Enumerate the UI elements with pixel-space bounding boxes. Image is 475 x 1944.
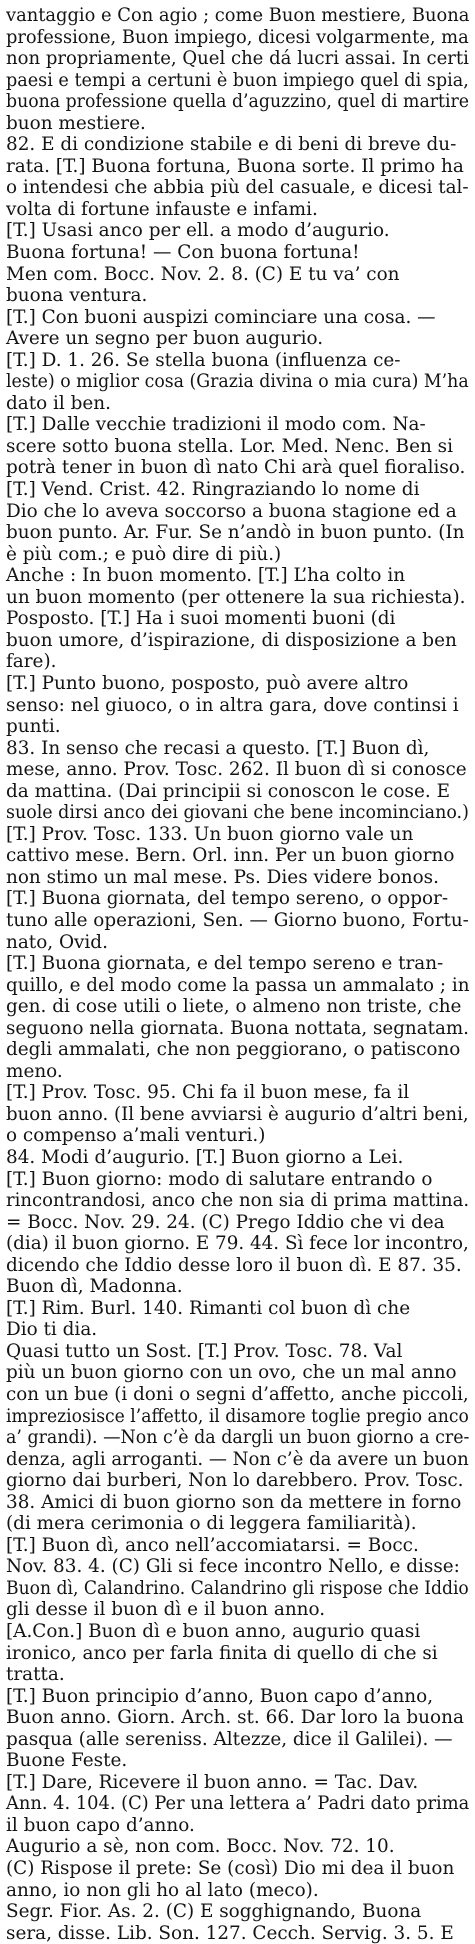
text-line: [A.Con.] Buon dì e buon anno, augurio quasi xyxy=(6,1621,421,1643)
text-line: Men com. Bocc. Nov. 2. 8. (C) E tu va’ con xyxy=(6,263,400,285)
entry-paragraph xyxy=(6,565,469,608)
text-line: fare). xyxy=(6,651,57,673)
text-line: anno, io non gli ho al lato (meco). xyxy=(6,1879,319,1901)
text-line: un buon momento (per ottenere la sua richiesta). xyxy=(6,586,466,608)
entry-paragraph xyxy=(6,1147,469,1169)
text-line: leste) o miglior cosa (Grazia divina o mia cura) M’ha xyxy=(6,371,469,393)
text-line: giorno dai burberi, Non lo darebbero. Prov. Tosc. xyxy=(6,1470,464,1492)
text-line: più un buon giorno con un ovo, che un mal anno xyxy=(6,1362,457,1384)
entry-paragraph xyxy=(6,1686,469,1772)
text-line: Anche : In buon momento. [T.] L’ha colto in xyxy=(6,565,406,587)
text-line: è più com.; e può dire di più.) xyxy=(6,543,282,565)
text-line: o intendesi che abbia più del casuale, e dicesi tal- xyxy=(6,177,469,199)
text-line: (C) Rispose il prete: Se (così) Dio mi dea il buon xyxy=(6,1858,455,1880)
text-line: [T.] Con buoni auspizi cominciare una cosa. — xyxy=(6,306,436,328)
text-line: [T.] Buon giorno: modo di salutare entrando o xyxy=(6,1168,433,1190)
text-line: pasqua (alle sereniss. Altezze, dice il Galilei). — xyxy=(6,1728,453,1750)
text-line: o compenso a’mali venturi.) xyxy=(6,1125,266,1147)
text-line: cattivo mese. Bern. Orl. inn. Per un buon giorno xyxy=(6,845,455,867)
entry-paragraph xyxy=(6,307,469,350)
text-line: = Bocc. Nov. 29. 24. (C) Prego Iddio che vi dea xyxy=(6,1211,445,1233)
text-line: [T.] Prov. Tosc. 133. Un buon giorno vale un xyxy=(6,823,414,845)
text-line: [T.] Buon principio d’anno, Buon capo d’anno, xyxy=(6,1685,434,1707)
text-line: impreziosisce l’affetto, il disamore toglie pregio anco xyxy=(6,1405,469,1427)
entry-paragraph xyxy=(6,350,469,415)
text-line: Buone Feste. xyxy=(6,1750,128,1772)
text-line: denza, agli arroganti. — Non c’è da avere un buon xyxy=(6,1448,469,1470)
text-line: [T.] Dare, Ricevere il buon anno. = Tac. Dav. xyxy=(6,1771,419,1793)
entry-paragraph xyxy=(6,673,469,738)
entry-paragraph xyxy=(6,414,469,479)
text-line: [T.] Buona giornata, del tempo sereno, o oppor- xyxy=(6,888,449,910)
text-line: gli desse il buon dì e il buon anno. xyxy=(6,1599,326,1621)
text-line: gen. di cose utili o liete, o almeno non triste, che xyxy=(6,996,462,1018)
text-line: Dio ti dia. xyxy=(6,1319,98,1341)
text-line: volta di fortune infauste e infami. xyxy=(6,198,318,220)
text-line: buona professione quella d’aguzzino, quel di martire xyxy=(6,91,470,113)
text-line: dato il ben. xyxy=(6,392,112,414)
text-line: [T.] Punto buono, posposto, può avere altro xyxy=(6,672,409,694)
text-line: Buon dì, Calandrino. Calandrino gli rispose che Iddio xyxy=(6,1577,469,1599)
text-line: non propriamente, Quel che dá lucri assai. In certi xyxy=(6,48,469,70)
text-line: da mattina. (Dai principii si conoscon le cose. E xyxy=(6,780,450,802)
entry-paragraph xyxy=(6,953,469,1082)
text-line: non stimo un mal mese. Ps. Dies videre bonos. xyxy=(6,866,439,888)
text-line: seguono nella giornata. Buona nottata, segnatam. xyxy=(6,1017,470,1039)
text-line: Segr. Fior. As. 2. (C) E sogghignando, Buona xyxy=(6,1901,422,1923)
text-line: Augurio a sè, non com. Bocc. Nov. 72. 10. xyxy=(6,1836,395,1858)
text-line: [T.] Buon dì, anco nell’accomiatarsi. = Bocc. xyxy=(6,1534,419,1556)
text-line: con un bue (i doni o segni d’affetto, anche piccoli, xyxy=(6,1384,469,1405)
text-line: Dio che lo aveva soccorso a buona stagione ed a xyxy=(6,500,457,522)
entry-paragraph xyxy=(6,1169,469,1298)
text-line: il buon capo d’anno. xyxy=(6,1814,195,1836)
text-line: professione, Buon impiego, dicesi volgarmente, ma xyxy=(6,26,469,48)
text-line: vantaggio e Con agio ; come Buon mestiere, Buona xyxy=(6,5,470,26)
entry-paragraph xyxy=(6,1082,469,1147)
entry-paragraph xyxy=(6,888,469,953)
entry-paragraph xyxy=(6,608,469,673)
text-line: senso: nel giuoco, o in altra gara, dove continsi i xyxy=(6,694,459,716)
text-line: Buon dì, Madonna. xyxy=(6,1276,183,1298)
entry-paragraph xyxy=(6,1772,469,1837)
text-line: [T.] Rim. Burl. 140. Rimanti col buon dì che xyxy=(6,1297,411,1319)
entry-paragraph xyxy=(6,1836,469,1901)
text-line: buon mestiere. xyxy=(6,112,146,134)
text-line: tratta. xyxy=(6,1664,65,1686)
entry-paragraph xyxy=(6,1341,469,1535)
text-line: (dia) il buon giorno. E 79. 44. Sì fece lor incontro, xyxy=(6,1233,469,1255)
text-line: punti. xyxy=(6,716,61,738)
text-line: Nov. 83. 4. (C) Gli si fece incontro Nello, e disse: xyxy=(6,1556,460,1578)
text-line: degli ammalati, che non peggiorano, o patiscono xyxy=(6,1039,461,1061)
text-line: buon umore, d’ispirazione, di disposizione a ben xyxy=(6,629,457,651)
text-line: Avere un segno per buon augurio. xyxy=(6,328,324,350)
text-line: tuno alle operazioni, Sen. — Giorno buono, Fortu- xyxy=(6,909,469,931)
text-line: rata. [T.] Buona fortuna, Buona sorte. Il primo ha xyxy=(6,155,464,177)
text-line: nato, Ovid. xyxy=(6,931,108,953)
text-line: 82. E di condizione stabile e di beni di breve du- xyxy=(6,134,457,156)
text-line: [T.] Prov. Tosc. 95. Chi fa il buon mese, fa il xyxy=(6,1082,410,1104)
text-line: rincontrandosi, anco che non sia di prima mattina. xyxy=(6,1190,470,1212)
text-line: meno. xyxy=(6,1060,63,1082)
text-line: [T.] Buona giornata, e del tempo sereno e tran- xyxy=(6,953,444,975)
text-line: paesi e tempi a certuni è buon impiego quel di spia, xyxy=(6,69,469,91)
text-line: [T.] D. 1. 26. Se stella buona (influenza ce- xyxy=(6,349,401,371)
entry-paragraph xyxy=(6,824,469,889)
text-line: Posposto. [T.] Ha i suoi momenti buoni (di xyxy=(6,608,396,630)
text-line: 38. Amici di buon giorno son da mettere in forno xyxy=(6,1491,462,1513)
text-line: ironico, anco per farla finita di quello di che si xyxy=(6,1642,438,1664)
text-line: a’ grandi). —Non c’è da dargli un buon giorno a cre- xyxy=(6,1427,470,1449)
text-line: quillo, e del modo come la passa un ammalato ; in xyxy=(6,974,470,996)
entry-paragraph xyxy=(6,220,469,263)
entry-paragraph xyxy=(6,134,469,220)
text-line: [T.] Vend. Crist. 42. Ringraziando lo nome di xyxy=(6,479,420,501)
text-line: potrà tener in buon dì nato Chi arà quel fioraliso. xyxy=(6,457,466,479)
text-line: [T.] Usasi anco per ell. a modo d’augurio. xyxy=(6,220,390,242)
entry-paragraph xyxy=(6,738,469,824)
text-line: dicendo che Iddio desse loro il buon dì. E 87. 35. xyxy=(6,1254,462,1276)
text-line: 84. Modi d’augurio. [T.] Buon giorno a Lei. xyxy=(6,1146,404,1168)
entry-paragraph xyxy=(6,1901,469,1944)
text-line: Quasi tutto un Sost. [T.] Prov. Tosc. 78. Val xyxy=(6,1340,403,1362)
text-line: buon punto. Ar. Fur. Se n’andò in buon punto. (In xyxy=(6,522,465,544)
text-line: Buona fortuna! — Con buona fortuna! xyxy=(6,242,360,264)
text-line: 83. In senso che recasi a questo. [T.] Buon dì, xyxy=(6,737,430,759)
text-line: scere sotto buona stella. Lor. Med. Nenc. Ben si xyxy=(6,435,453,457)
entry-paragraph xyxy=(6,1535,469,1621)
text-line: buon anno. (Il bene avviarsi è augurio d’altri beni, xyxy=(6,1103,469,1125)
entry-paragraph xyxy=(6,264,469,307)
text-line: buona ventura. xyxy=(6,285,148,307)
text-line: Ann. 4. 104. (C) Per una lettera a’ Padri dato prima xyxy=(6,1793,470,1815)
entry-paragraph xyxy=(6,1298,469,1341)
text-line: mese, anno. Prov. Tosc. 262. Il buon dì si conosce xyxy=(6,759,467,781)
text-line: suole dirsi anco dei giovani che bene incominciano.) xyxy=(6,802,469,824)
text-line: Buon anno. Giorn. Arch. st. 66. Dar loro la buona xyxy=(6,1707,464,1729)
entry-paragraph xyxy=(6,479,469,565)
text-line: [T.] Dalle vecchie tradizioni il modo com. Na- xyxy=(6,414,426,436)
entry-paragraph xyxy=(6,1621,469,1686)
text-line: sera, disse. Lib. Son. 127. Cecch. Servig. 3. 5. E xyxy=(6,1922,454,1944)
entry-paragraph xyxy=(6,5,469,134)
text-line: (di mera cerimonia o di leggera familiarità). xyxy=(6,1513,417,1535)
